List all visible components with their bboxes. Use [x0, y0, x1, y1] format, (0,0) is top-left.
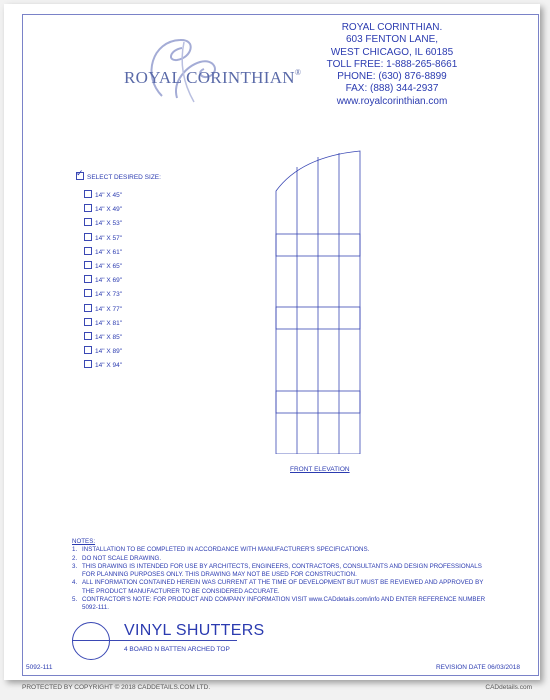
revision-date: REVISION DATE 06/03/2018 — [435, 664, 520, 671]
select-size-heading — [76, 172, 161, 181]
checkbox-icon[interactable] — [84, 304, 92, 312]
logo-wordmark-text: ROYAL CORINTHIAN — [124, 68, 295, 87]
checkbox-icon[interactable] — [84, 318, 92, 326]
note-number: 4. — [72, 579, 78, 587]
size-option[interactable] — [84, 304, 122, 318]
size-option[interactable] — [84, 204, 122, 218]
size-option-label: 14" X 53" — [95, 220, 123, 228]
company-name: ROYAL CORINTHIAN. — [341, 22, 443, 33]
size-option-label: 14" X 65" — [95, 262, 123, 270]
note-item — [72, 563, 492, 580]
size-options — [84, 190, 122, 374]
size-option-label: 14" X 45" — [95, 192, 123, 199]
size-option-label: 14" X 85" — [95, 333, 123, 341]
size-option-label: 14" X 94" — [95, 362, 123, 370]
company-phone: PHONE: (630) 876-8899 — [337, 71, 447, 83]
note-number: 3. — [72, 562, 78, 570]
checkmark-icon — [76, 172, 84, 180]
note-number: 2. — [72, 554, 78, 562]
size-option[interactable] — [84, 233, 122, 247]
drawing-subtitle: 4 BOARD N BATTEN ARCHED TOP — [124, 646, 230, 653]
title-divider — [72, 640, 237, 641]
size-option-label: 14" X 73" — [95, 291, 123, 299]
notes-section — [72, 538, 492, 613]
reference-number: 5092-111 — [26, 664, 53, 671]
size-option[interactable] — [84, 332, 122, 346]
size-option[interactable] — [84, 318, 122, 332]
select-size-label: SELECT DESIRED SIZE: — [87, 174, 161, 181]
checkbox-icon[interactable] — [84, 360, 92, 368]
front-elevation-label: FRONT ELEVATION — [290, 466, 350, 473]
title-block — [72, 622, 265, 658]
checkbox-icon[interactable] — [84, 289, 92, 297]
note-item — [72, 546, 492, 554]
title-circle-icon — [72, 622, 110, 660]
size-option[interactable] — [84, 247, 122, 261]
drawing-sheet — [4, 4, 540, 680]
size-option[interactable] — [84, 190, 122, 204]
size-option[interactable] — [84, 261, 122, 275]
checkbox-icon[interactable] — [84, 275, 92, 283]
checkbox-icon[interactable] — [84, 233, 92, 241]
company-website[interactable]: www.royalcorinthian.com — [336, 95, 448, 107]
logo-wordmark — [124, 68, 301, 88]
note-text: ALL INFORMATION CONTAINED HEREIN WAS CURRENT AT THE TIME OF DEVELOPMENT BUT MUST BE REVIEWED AND APPROVED BY THE PRODUCT MANUFACTURER TO BE CONSIDERED ACCURATE. — [82, 579, 484, 595]
size-option-label: 14" X 61" — [95, 248, 123, 256]
note-text: INSTALLATION TO BE COMPLETED IN ACCORDANCE WITH MANUFACTURER'S SPECIFICATIONS. — [82, 546, 370, 554]
checkbox-icon[interactable] — [84, 261, 92, 269]
size-option[interactable] — [84, 346, 122, 360]
notes-list — [72, 546, 492, 612]
note-number: 5. — [72, 596, 78, 604]
size-option[interactable] — [84, 218, 122, 232]
note-text: CONTRACTOR'S NOTE: FOR PRODUCT AND COMPANY INFORMATION VISIT www.CADdetails.com/info AND ENTER REFERENCE NUMBER 5092-111. — [82, 596, 486, 612]
size-option-label: 14" X 89" — [95, 348, 123, 356]
size-option[interactable] — [84, 360, 122, 374]
size-option[interactable] — [84, 275, 122, 289]
note-item — [72, 555, 492, 563]
copyright-notice: PROTECTED BY COPYRIGHT © 2018 CADDETAILS.COM LTD. — [22, 684, 211, 691]
registered-mark: ® — [294, 68, 302, 77]
company-city: WEST CHICAGO, IL 60185 — [330, 46, 454, 58]
caddetails-link[interactable]: CADdetails.com — [485, 684, 532, 691]
size-option-label: 14" X 49" — [95, 206, 123, 214]
size-option-label: 14" X 57" — [95, 234, 123, 242]
checkbox-icon[interactable] — [84, 190, 92, 198]
note-text: THIS DRAWING IS INTENDED FOR USE BY ARCHITECTS, ENGINEERS, CONTRACTORS, CONSULTANTS AND DESIGN PROFESSIONALS FOR PLANNING PURPOSES ONLY. THIS DRAWING MAY NOT BE USED FOR CONSTRUCTION. — [82, 562, 482, 579]
note-item — [72, 579, 492, 596]
note-number: 1. — [72, 546, 78, 554]
size-option-label: 14" X 81" — [95, 319, 123, 327]
company-address: 603 FENTON LANE, — [345, 34, 439, 46]
notes-title: NOTES: — [72, 538, 96, 545]
checkbox-icon[interactable] — [84, 346, 92, 354]
note-item — [72, 596, 492, 613]
company-toll-free: TOLL FREE: 1-888-265-8661 — [326, 58, 458, 70]
shutter-front-elevation-drawing — [274, 149, 374, 454]
size-option-label: 14" X 77" — [95, 305, 123, 313]
checkbox-icon[interactable] — [84, 204, 92, 212]
company-fax: FAX: (888) 344-2937 — [345, 83, 439, 95]
size-option-label: 14" X 69" — [95, 277, 123, 285]
checkbox-icon[interactable] — [84, 247, 92, 255]
company-info — [304, 22, 480, 108]
checkbox-icon[interactable] — [84, 332, 92, 340]
checkbox-icon[interactable] — [84, 218, 92, 226]
note-text: DO NOT SCALE DRAWING. — [82, 554, 162, 562]
size-option[interactable] — [84, 289, 122, 303]
drawing-title: VINYL SHUTTERS — [124, 622, 265, 639]
